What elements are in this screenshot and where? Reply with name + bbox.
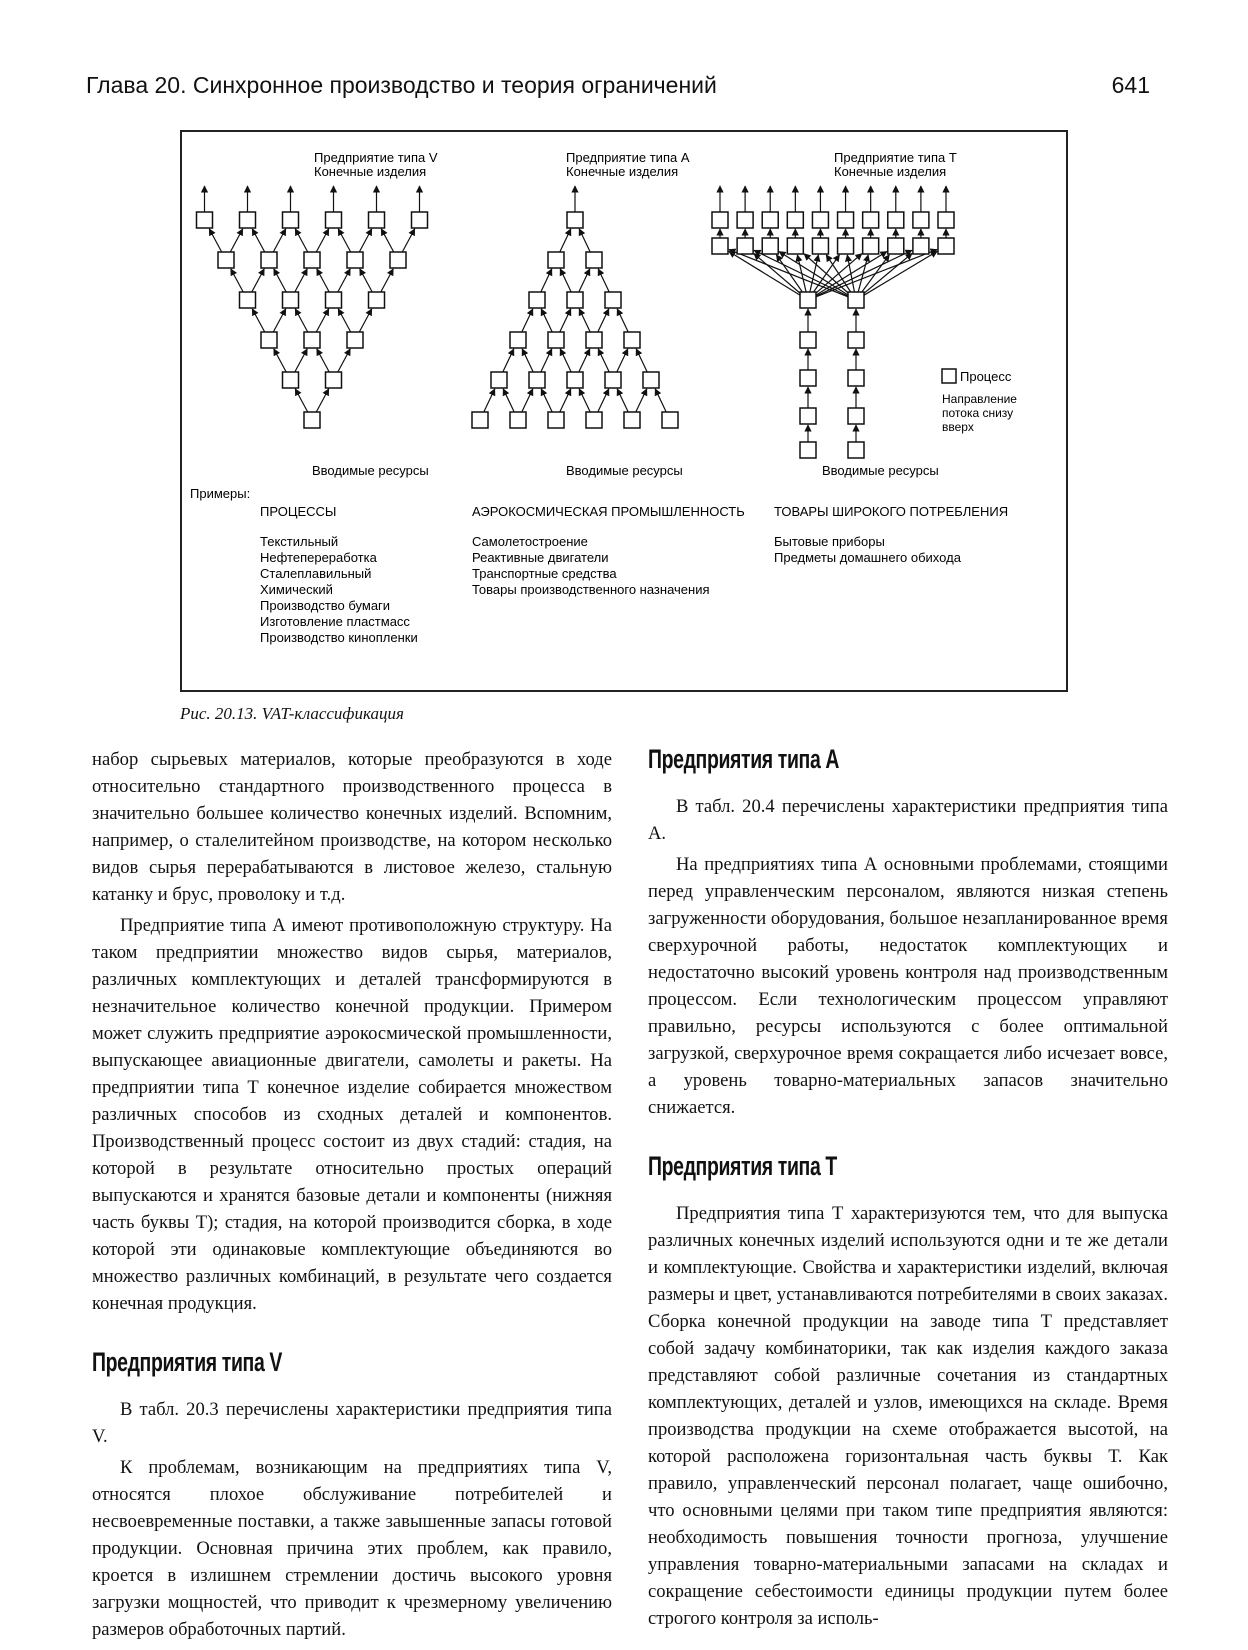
process-box bbox=[848, 442, 864, 458]
flow-arrow bbox=[522, 349, 533, 372]
process-box bbox=[567, 212, 583, 228]
flow-arrow bbox=[598, 389, 609, 412]
process-box bbox=[643, 372, 659, 388]
flow-arrow bbox=[541, 309, 552, 332]
t-resources: Вводимые ресурсы bbox=[822, 463, 939, 478]
flow-arrow bbox=[209, 229, 221, 252]
flow-arrow bbox=[598, 349, 609, 372]
flow-arrow bbox=[273, 229, 285, 252]
process-box bbox=[347, 252, 363, 268]
process-box bbox=[913, 238, 929, 254]
process-box bbox=[888, 212, 904, 228]
vat-figure bbox=[180, 130, 1068, 692]
flow-arrow bbox=[579, 269, 590, 292]
process-box bbox=[812, 238, 828, 254]
process-box bbox=[304, 332, 320, 348]
flow-arrow bbox=[252, 269, 264, 292]
flow-arrow bbox=[503, 349, 514, 372]
process-box bbox=[762, 212, 778, 228]
flow-arrow bbox=[636, 349, 647, 372]
process-box bbox=[605, 292, 621, 308]
process-box bbox=[848, 292, 864, 308]
process-box bbox=[624, 332, 640, 348]
legend-flow-2: потока снизу bbox=[942, 406, 1014, 420]
a-title-2: Конечные изделия bbox=[566, 164, 679, 179]
flow-arrow bbox=[864, 253, 912, 293]
v-category: ПРОЦЕССЫ bbox=[260, 504, 337, 519]
flow-arrow bbox=[541, 269, 552, 292]
paragraph: На предприятиях типа А основными проблемами, стоящими перед управленческим персоналом, являются низкая степень загруженности оборудования, большое незапланированное время сверхурочной работы, недостаток комплектующих и недостаточно высокий уровень контроля над производственным процессом. Если технологическим процессом управляют правильно, ресурсы используются с более оптимальной загрузкой, сверхурочное время сокращается либо исчезает вовсе, а уровень товарно-материальных запасов значительно снижается. bbox=[648, 854, 1168, 1118]
process-box bbox=[472, 412, 488, 428]
process-box bbox=[567, 292, 583, 308]
process-box bbox=[304, 252, 320, 268]
flow-arrow bbox=[317, 349, 329, 372]
example-item: Производство кинопленки bbox=[260, 630, 418, 645]
process-box bbox=[848, 370, 864, 386]
flow-arrow bbox=[579, 309, 590, 332]
flow-arrow bbox=[541, 389, 552, 412]
example-item: Сталеплавильный bbox=[260, 566, 372, 581]
process-box bbox=[510, 412, 526, 428]
process-box bbox=[800, 332, 816, 348]
process-box bbox=[548, 252, 564, 268]
process-box bbox=[662, 412, 678, 428]
process-box bbox=[586, 252, 602, 268]
flow-arrow bbox=[617, 389, 628, 412]
flow-arrow bbox=[598, 309, 609, 332]
t-category: ТОВАРЫ ШИРОКОГО ПОТРЕБЛЕНИЯ bbox=[774, 504, 1009, 519]
process-box bbox=[218, 252, 234, 268]
flow-arrow bbox=[579, 349, 590, 372]
flow-arrow bbox=[230, 229, 242, 252]
paragraph: В табл. 20.3 перечислены характеристики предприятия типа V. bbox=[92, 1399, 612, 1447]
process-box bbox=[529, 292, 545, 308]
example-item: Предметы домашнего обихода bbox=[774, 550, 961, 565]
process-box bbox=[938, 238, 954, 254]
process-box bbox=[586, 412, 602, 428]
page-number: 641 bbox=[1111, 72, 1150, 98]
process-box bbox=[283, 292, 299, 308]
v-title-2: Конечные изделия bbox=[314, 164, 427, 179]
process-box bbox=[712, 238, 728, 254]
flow-arrow bbox=[295, 269, 307, 292]
process-box bbox=[548, 412, 564, 428]
example-item: Товары производственного назначения bbox=[472, 582, 710, 597]
flow-arrow bbox=[252, 309, 264, 332]
process-box bbox=[347, 332, 363, 348]
examples-label: Примеры: bbox=[190, 486, 251, 501]
flow-arrow bbox=[560, 389, 571, 412]
page-header bbox=[86, 72, 1156, 112]
flow-arrow bbox=[560, 269, 571, 292]
t-title-2: Конечные изделия bbox=[834, 164, 947, 179]
process-box bbox=[283, 372, 299, 388]
figure-caption: Рис. 20.13. VAT-классификация bbox=[180, 704, 404, 723]
process-box bbox=[938, 212, 954, 228]
process-box bbox=[863, 212, 879, 228]
flow-arrow bbox=[338, 349, 350, 372]
paragraph: набор сырьевых материалов, которые преобразуются в ходе относительно стандартного производственного процесса в значительно большее количество конечных изделий. Вспомним, например, о сталелитейном производстве, на котором несколько видов сырья перерабатываются в листовое железо, стальную катанку и брус, проволоку и т.д. bbox=[92, 749, 612, 905]
example-item: Текстильный bbox=[260, 534, 339, 549]
section-heading-a: Предприятия типа А bbox=[648, 744, 840, 774]
process-box bbox=[838, 238, 854, 254]
flow-arrow bbox=[316, 389, 328, 412]
process-box bbox=[369, 292, 385, 308]
flow-arrow bbox=[252, 229, 264, 252]
section-heading-t: Предприятия типа Т bbox=[648, 1151, 837, 1181]
process-box bbox=[800, 292, 816, 308]
flow-arrow bbox=[522, 389, 533, 412]
process-box bbox=[812, 212, 828, 228]
process-legend-icon bbox=[942, 369, 956, 383]
flow-arrow bbox=[381, 229, 393, 252]
flow-arrow bbox=[316, 309, 328, 332]
flow-arrow bbox=[484, 389, 495, 412]
flow-arrow bbox=[295, 309, 307, 332]
process-box bbox=[261, 332, 277, 348]
section-heading-v: Предприятия типа V bbox=[92, 1347, 283, 1377]
process-box bbox=[240, 212, 256, 228]
flow-arrow bbox=[295, 389, 307, 412]
flow-arrow bbox=[522, 309, 533, 332]
flow-arrow bbox=[503, 389, 514, 412]
flow-arrow bbox=[274, 269, 286, 292]
paragraph: Предприятие типа А имеют противоположную структуру. На таком предприятии множество видов сырья, материалов, различных комплектующих и деталей трансформируются в незначительное количество конечной продукции. Примером может служить предприятие аэрокосмической промышленности, выпускающее авиационные двигатели, самолеты и ракеты. На предприятии типа Т конечное изделие собирается множеством различных способов из сходных деталей и компонентов. Производственный процесс состоит из двух стадий: стадия, на которой в результате относительно простых операций выпускаются и хранятся базовые детали и компоненты (нижняя часть буквы Т); стадия, на которой производится сборка, в ходе которой эти одинаковые комплектующие объединяются во множество различных комбинаций, в результате чего создается конечная продукция. bbox=[92, 915, 612, 1314]
flow-arrow bbox=[617, 349, 628, 372]
process-box bbox=[326, 372, 342, 388]
flow-arrow bbox=[359, 229, 371, 252]
process-box bbox=[369, 212, 385, 228]
flow-arrow bbox=[338, 229, 350, 252]
process-box bbox=[737, 212, 753, 228]
flow-arrow bbox=[598, 269, 609, 292]
legend-process: Процесс bbox=[960, 369, 1012, 384]
t-title-1: Предприятие типа T bbox=[834, 150, 957, 165]
flow-arrow bbox=[402, 229, 414, 252]
paragraph: К проблемам, возникающим на предприятиях типа V, относятся плохое обслуживание потребителей и несвоевременные поставки, а также завышенные запасы готовой продукции. Основная причина этих проблем, как правило, кроется в излишнем стремлении достичь высокого уровня загрузки мощностей, что приводит к чрезмерному увеличению размеров обработочных партий. bbox=[92, 1457, 612, 1640]
a-title-1: Предприятие типа A bbox=[566, 150, 690, 165]
process-box bbox=[800, 442, 816, 458]
process-box bbox=[304, 412, 320, 428]
a-resources: Вводимые ресурсы bbox=[566, 463, 683, 478]
process-box bbox=[240, 292, 256, 308]
vat-diagram bbox=[182, 132, 1070, 694]
flow-arrow bbox=[636, 389, 647, 412]
process-box bbox=[800, 370, 816, 386]
flow-arrow bbox=[541, 349, 552, 372]
process-box bbox=[529, 372, 545, 388]
process-box bbox=[624, 412, 640, 428]
example-item: Изготовление пластмасс bbox=[260, 614, 410, 629]
flow-arrow bbox=[317, 269, 329, 292]
flow-arrow bbox=[754, 254, 800, 294]
process-box bbox=[283, 212, 299, 228]
flow-arrow bbox=[338, 269, 350, 292]
flow-arrow bbox=[360, 269, 372, 292]
flow-arrow bbox=[655, 389, 666, 412]
legend-flow-1: Направление bbox=[942, 392, 1017, 406]
process-box bbox=[863, 238, 879, 254]
example-item: Химический bbox=[260, 582, 333, 597]
flow-arrow bbox=[816, 249, 937, 296]
process-box bbox=[412, 212, 428, 228]
process-box bbox=[737, 238, 753, 254]
process-box bbox=[913, 212, 929, 228]
process-box bbox=[261, 252, 277, 268]
process-box bbox=[848, 408, 864, 424]
process-box bbox=[712, 212, 728, 228]
example-item: Бытовые приборы bbox=[774, 534, 885, 549]
flow-arrow bbox=[273, 309, 285, 332]
flow-arrow bbox=[338, 309, 350, 332]
example-item: Нефтепереработка bbox=[260, 550, 377, 565]
v-title-1: Предприятие типа V bbox=[314, 150, 438, 165]
flow-arrow bbox=[617, 309, 628, 332]
example-item: Транспортные средства bbox=[472, 566, 617, 581]
flow-arrow bbox=[381, 269, 393, 292]
flow-arrow bbox=[560, 309, 571, 332]
example-item: Производство бумаги bbox=[260, 598, 391, 613]
process-box bbox=[762, 238, 778, 254]
flow-arrow bbox=[295, 349, 307, 372]
process-box bbox=[586, 332, 602, 348]
flow-arrow bbox=[295, 229, 307, 252]
process-box bbox=[787, 238, 803, 254]
flow-arrow bbox=[316, 229, 328, 252]
process-box bbox=[390, 252, 406, 268]
process-box bbox=[326, 292, 342, 308]
v-resources: Вводимые ресурсы bbox=[312, 463, 429, 478]
paragraph: Предприятия типа Т характеризуются тем, что для выпуска различных конечных изделий используются одни и те же детали и комплектующие. Свойства и характеристики изделий, включая размеры и цвет, устанавливаются потребителями в своих заказах. Сборка конечной продукции на заводе типа Т представляет собой задачу комбинаторики, так как изделия каждого заказа представляют собой различные сочетания из стандартных комплектующих, деталей и узлов, имеющихся на складе. Время производства продукции на схеме отображается высотой, на которой расположена горизонтальная часть буквы Т. Как правило, управленческий персонал полагает, чаще ошибочно, что основными целями при таком типе предприятия являются: необходимость повышения точности прогноза, улучшение управления товарно-материальными запасами на складах и сокращение себестоимости единицы продукции путем более строгого контроля за исполь- bbox=[648, 1203, 1168, 1629]
process-box bbox=[848, 332, 864, 348]
paragraph: В табл. 20.4 перечислены характеристики предприятия типа А. bbox=[648, 796, 1168, 844]
process-box bbox=[197, 212, 213, 228]
process-box bbox=[491, 372, 507, 388]
flow-arrow bbox=[579, 389, 590, 412]
left-column bbox=[92, 746, 612, 1647]
example-item: Самолетостроение bbox=[472, 534, 588, 549]
legend-flow-3: вверх bbox=[942, 420, 974, 434]
process-box bbox=[838, 212, 854, 228]
process-box bbox=[510, 332, 526, 348]
process-box bbox=[567, 372, 583, 388]
process-box bbox=[888, 238, 904, 254]
chapter-title: Глава 20. Синхронное производство и теория ограничений bbox=[86, 72, 717, 98]
flow-arrow bbox=[359, 309, 371, 332]
right-column bbox=[648, 746, 1168, 1636]
process-box bbox=[548, 332, 564, 348]
flow-arrow bbox=[579, 229, 590, 252]
process-box bbox=[787, 212, 803, 228]
process-box bbox=[605, 372, 621, 388]
flow-arrow bbox=[231, 269, 243, 292]
example-item: Реактивные двигатели bbox=[472, 550, 609, 565]
flow-arrow bbox=[816, 254, 862, 294]
process-box bbox=[800, 408, 816, 424]
a-category: АЭРОКОСМИЧЕСКАЯ ПРОМЫШЛЕННОСТЬ bbox=[472, 504, 745, 519]
flow-arrow bbox=[560, 229, 571, 252]
flow-arrow bbox=[560, 349, 571, 372]
flow-arrow bbox=[274, 349, 286, 372]
process-box bbox=[326, 212, 342, 228]
